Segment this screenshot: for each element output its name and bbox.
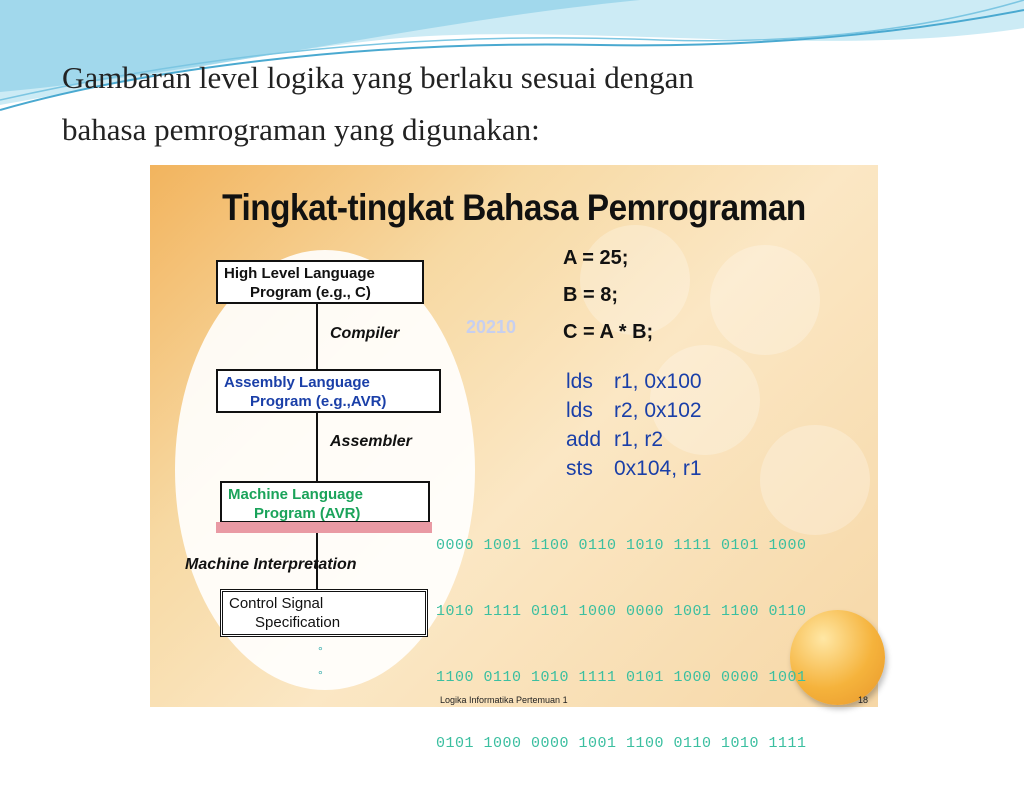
operands: 0x104, r1 <box>614 457 702 480</box>
high-level-code <box>563 240 653 351</box>
embedded-slide-image <box>150 165 878 752</box>
opcode: add <box>566 428 602 451</box>
box-line: Program (AVR) <box>254 505 361 522</box>
code-line: C = A * B; <box>563 321 654 343</box>
pink-highlight-bar <box>216 522 432 533</box>
opcode: lds <box>566 370 593 393</box>
assembly-language-box <box>216 369 441 413</box>
code-line <box>566 396 702 425</box>
opcode: sts <box>566 457 593 480</box>
opcode: lds <box>566 399 593 422</box>
flow-connector <box>316 304 318 369</box>
slide-title: Tingkat-tingkat Bahasa Pemrograman <box>222 187 806 228</box>
box-line: Assembly Language <box>224 374 370 391</box>
compiler-label: Compiler <box>330 325 400 342</box>
code-line <box>566 367 702 396</box>
high-level-language-box <box>216 260 424 304</box>
heading-line-2: bahasa pemrograman yang digunakan: <box>62 112 540 147</box>
watermark-text: 20210 <box>466 317 517 337</box>
box-line: High Level Language <box>224 265 375 282</box>
background-tile <box>710 245 820 355</box>
code-line <box>566 425 702 454</box>
assembly-code <box>566 367 702 483</box>
slide-footer: Logika Informatika Pertemuan 1 <box>440 695 568 705</box>
binary-code <box>436 491 807 799</box>
machine-interpretation-label: Machine Interpretation <box>185 556 357 573</box>
operands: r1, 0x100 <box>614 370 702 393</box>
operands: r2, 0x102 <box>614 399 702 422</box>
box-line: Program (e.g., C) <box>250 284 371 301</box>
code-line: 1100 0110 1010 1111 0101 1000 0000 1001 <box>436 669 807 686</box>
code-line <box>566 454 702 483</box>
box-line: Specification <box>255 614 341 631</box>
continuation-dots <box>318 639 323 687</box>
machine-language-box <box>220 481 430 523</box>
slide-heading <box>62 52 962 156</box>
box-line: Program (e.g.,AVR) <box>250 393 387 410</box>
assembler-label: Assembler <box>330 433 412 450</box>
code-line: A = 25; <box>563 247 629 269</box>
code-line: 0101 1000 0000 1001 1100 0110 1010 1111 <box>436 735 807 752</box>
code-line: 0000 1001 1100 0110 1010 1111 0101 1000 <box>436 537 807 554</box>
code-line: B = 8; <box>563 284 619 306</box>
box-line: Machine Language <box>228 486 364 503</box>
dot: ° <box>318 644 323 658</box>
heading-line-1: Gambaran level logika yang berlaku sesuai dengan <box>62 60 694 95</box>
flow-connector <box>316 413 318 481</box>
dot: ° <box>318 668 323 682</box>
slide-page-number: 18 <box>858 695 869 705</box>
operands: r1, r2 <box>614 428 664 451</box>
control-signal-box <box>220 589 428 637</box>
box-line: Control Signal <box>229 595 324 612</box>
code-line: 1010 1111 0101 1000 0000 1001 1100 0110 <box>436 603 807 620</box>
